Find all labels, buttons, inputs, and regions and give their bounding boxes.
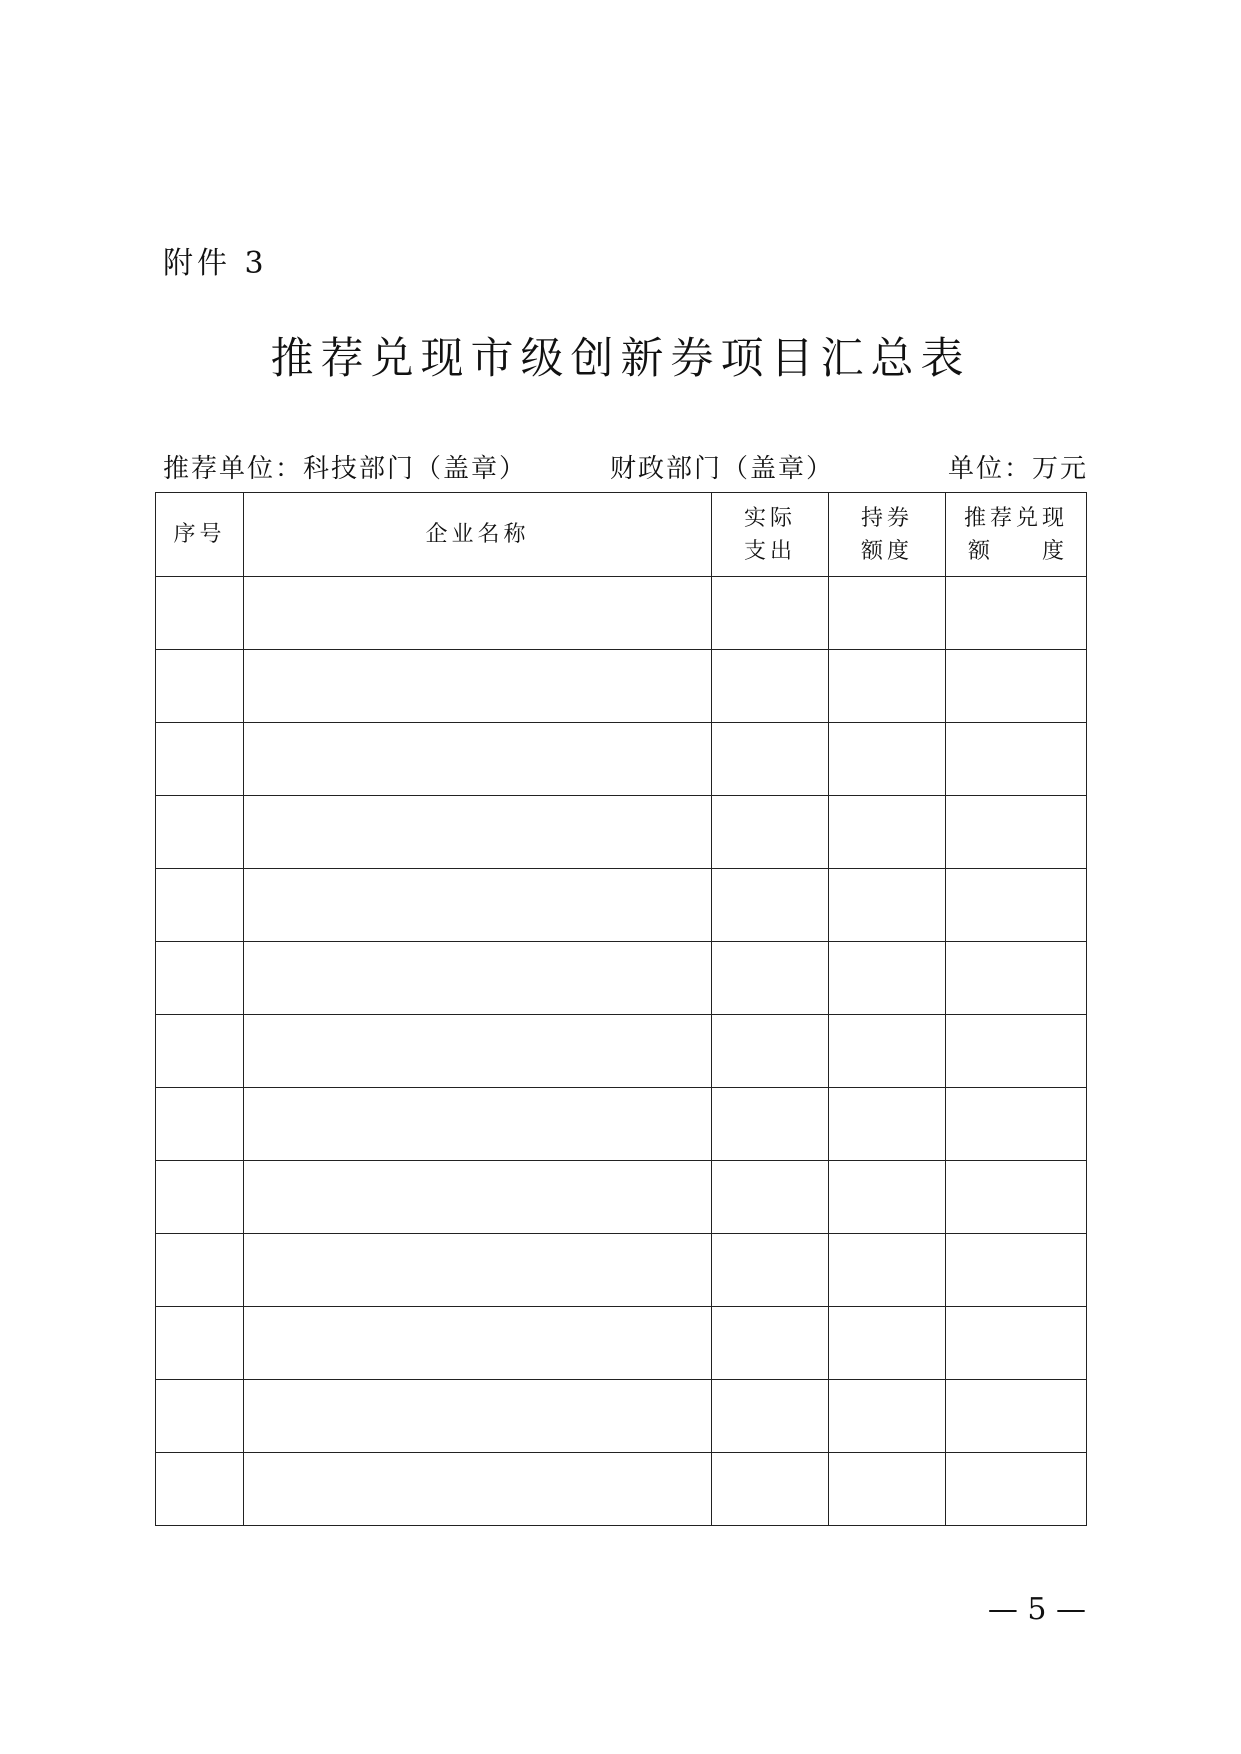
table-row <box>156 1307 1087 1380</box>
table-row <box>156 1234 1087 1307</box>
cell-seq <box>156 942 244 1015</box>
cell-voucher-amount <box>829 650 946 723</box>
cell-actual-spend <box>712 723 829 796</box>
table-header-row <box>156 493 1087 577</box>
cell-recommended-redeem <box>946 723 1087 796</box>
cell-voucher-amount <box>829 577 946 650</box>
finance-dept-label: 财政部门（盖章） <box>610 454 835 484</box>
cell-voucher-amount <box>829 1161 946 1234</box>
page-number: — 5 — <box>987 1592 1086 1627</box>
table-row <box>156 650 1087 723</box>
cell-voucher-amount <box>829 869 946 942</box>
header-voucher-amount: 持券 额度 <box>829 493 946 577</box>
cell-voucher-amount <box>829 1380 946 1453</box>
cell-voucher-amount <box>829 1453 946 1526</box>
cell-recommended-redeem <box>946 1380 1087 1453</box>
cell-company-name <box>244 1380 712 1453</box>
cell-seq <box>156 723 244 796</box>
summary-table <box>155 492 1087 1526</box>
cell-actual-spend <box>712 1234 829 1307</box>
cell-seq <box>156 1307 244 1380</box>
cell-company-name <box>244 1453 712 1526</box>
cell-voucher-amount <box>829 1307 946 1380</box>
cell-company-name <box>244 650 712 723</box>
cell-recommended-redeem <box>946 1161 1087 1234</box>
header-company-name: 企业名称 <box>244 493 712 577</box>
cell-recommended-redeem <box>946 942 1087 1015</box>
cell-seq <box>156 1088 244 1161</box>
table-row <box>156 869 1087 942</box>
cell-voucher-amount <box>829 796 946 869</box>
unit-label: 单位：万元 <box>947 454 1088 484</box>
cell-voucher-amount <box>829 1015 946 1088</box>
cell-company-name <box>244 796 712 869</box>
cell-actual-spend <box>712 1307 829 1380</box>
cell-seq <box>156 1161 244 1234</box>
cell-recommended-redeem <box>946 1234 1087 1307</box>
cell-seq <box>156 796 244 869</box>
cell-company-name <box>244 1088 712 1161</box>
cell-seq <box>156 650 244 723</box>
cell-actual-spend <box>712 1380 829 1453</box>
table-row <box>156 723 1087 796</box>
table-row <box>156 796 1087 869</box>
cell-company-name <box>244 577 712 650</box>
table-row <box>156 942 1087 1015</box>
cell-voucher-amount <box>829 723 946 796</box>
cell-seq <box>156 1380 244 1453</box>
cell-recommended-redeem <box>946 796 1087 869</box>
document-title: 推荐兑现市级创新券项目汇总表 <box>270 334 971 384</box>
cell-recommended-redeem <box>946 1453 1087 1526</box>
cell-company-name <box>244 1307 712 1380</box>
attachment-label: 附件 3 <box>163 246 268 281</box>
cell-company-name <box>244 723 712 796</box>
table-row <box>156 1088 1087 1161</box>
table-row <box>156 577 1087 650</box>
meta-line <box>163 448 1088 488</box>
table-row <box>156 1453 1087 1526</box>
cell-voucher-amount <box>829 942 946 1015</box>
cell-actual-spend <box>712 1161 829 1234</box>
cell-recommended-redeem <box>946 577 1087 650</box>
cell-recommended-redeem <box>946 869 1087 942</box>
cell-actual-spend <box>712 577 829 650</box>
cell-company-name <box>244 1161 712 1234</box>
cell-company-name <box>244 1015 712 1088</box>
cell-seq <box>156 1234 244 1307</box>
cell-actual-spend <box>712 1015 829 1088</box>
cell-recommended-redeem <box>946 1307 1087 1380</box>
cell-actual-spend <box>712 1088 829 1161</box>
cell-actual-spend <box>712 1453 829 1526</box>
cell-recommended-redeem <box>946 650 1087 723</box>
cell-voucher-amount <box>829 1234 946 1307</box>
table-body <box>156 577 1087 1526</box>
cell-company-name <box>244 1234 712 1307</box>
cell-seq <box>156 1453 244 1526</box>
cell-actual-spend <box>712 796 829 869</box>
header-recommended-redeem: 推荐兑现 额 度 <box>946 493 1087 577</box>
cell-actual-spend <box>712 650 829 723</box>
cell-company-name <box>244 942 712 1015</box>
table-row <box>156 1161 1087 1234</box>
table-row <box>156 1380 1087 1453</box>
cell-actual-spend <box>712 942 829 1015</box>
cell-seq <box>156 577 244 650</box>
table-row <box>156 1015 1087 1088</box>
cell-company-name <box>244 869 712 942</box>
header-seq: 序号 <box>156 493 244 577</box>
recommending-unit-label: 推荐单位：科技部门（盖章） <box>163 454 528 484</box>
cell-recommended-redeem <box>946 1088 1087 1161</box>
cell-seq <box>156 1015 244 1088</box>
cell-seq <box>156 869 244 942</box>
header-actual-spend: 实际 支出 <box>712 493 829 577</box>
cell-voucher-amount <box>829 1088 946 1161</box>
cell-recommended-redeem <box>946 1015 1087 1088</box>
cell-actual-spend <box>712 869 829 942</box>
